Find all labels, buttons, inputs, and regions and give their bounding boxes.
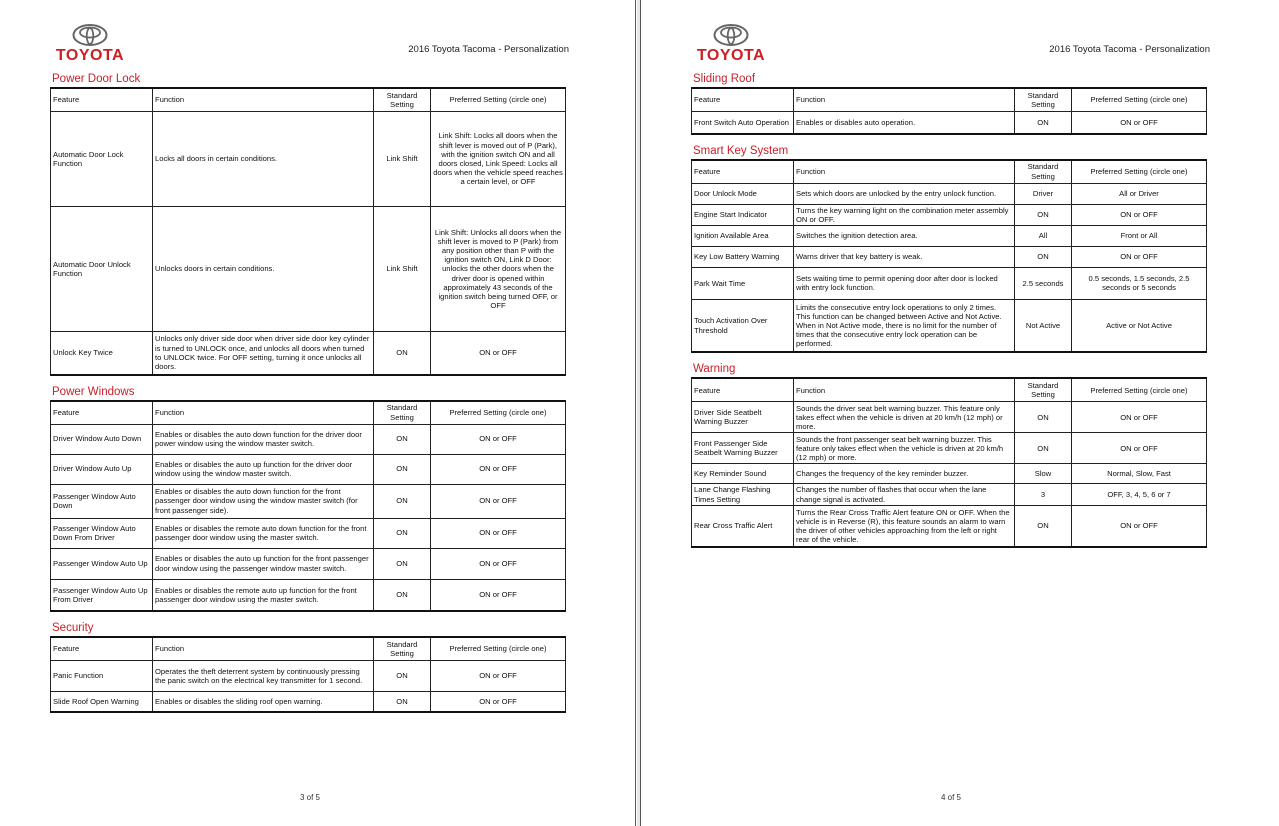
standard-setting-cell: ON — [374, 579, 431, 611]
table-power-windows — [50, 400, 566, 613]
preferred-setting-cell: ON or OFF — [431, 484, 566, 518]
toyota-emblem-icon — [713, 24, 749, 46]
table-row — [692, 112, 1207, 134]
header-standard-setting: Standard Setting — [374, 637, 431, 661]
function-cell: Turns the Rear Cross Traffic Alert feature ON or OFF. When the vehicle is in Reverse (R), this feature sounds an alarm to warn the driver of other vehicles approaching from the left or right rear of the vehicle. — [794, 505, 1015, 547]
header-function: Function — [153, 401, 374, 425]
header-preferred-setting: Preferred Setting (circle one) — [1072, 160, 1207, 184]
preferred-setting-cell: ON or OFF — [431, 692, 566, 712]
function-cell: Enables or disables the auto up function for the driver door window using the window master switch. — [153, 454, 374, 484]
header-standard-setting: Standard Setting — [1015, 88, 1072, 112]
function-cell: Locks all doors in certain conditions. — [153, 112, 374, 207]
feature-cell: Park Wait Time — [692, 267, 794, 299]
toyota-logo — [693, 24, 769, 64]
function-cell: Enables or disables auto operation. — [794, 112, 1015, 134]
standard-setting-cell: Driver — [1015, 183, 1072, 204]
left-page-content — [50, 72, 565, 722]
table-row — [51, 692, 566, 712]
preferred-setting-cell: Front or All — [1072, 225, 1207, 246]
function-cell: Enables or disables the auto down function for the driver door power window using the window master switch. — [153, 424, 374, 454]
table-header-row — [692, 160, 1207, 184]
header-function: Function — [794, 378, 1015, 402]
table-row — [51, 424, 566, 454]
section-title-security: Security — [52, 622, 94, 634]
section-title-warning: Warning — [693, 363, 736, 376]
preferred-setting-cell: Link Shift: Unlocks all doors when the shift lever is moved to P (Park) from any position other than P with the ignition switch ON, Link D Door: unlocks the other doors when the driver door is opened within approximately 43 seconds of the ignition switch being turned OFF, or OFF — [431, 207, 566, 332]
standard-setting-cell: ON — [374, 661, 431, 692]
preferred-setting-cell: ON or OFF — [431, 518, 566, 548]
table-row — [692, 246, 1207, 267]
function-cell: Unlocks doors in certain conditions. — [153, 207, 374, 332]
preferred-setting-cell: ON or OFF — [1072, 433, 1207, 464]
toyota-logo — [52, 24, 128, 64]
table-row — [51, 454, 566, 484]
toyota-emblem-icon — [72, 24, 108, 46]
table-smart-key-system — [691, 159, 1207, 354]
table-row — [692, 183, 1207, 204]
preferred-setting-cell: Link Shift: Locks all doors when the shift lever is moved out of P (Park), with the ignition switch ON and all doors closed, Link Speed: Locks all doors when the vehicle speed reaches a certain level, or OFF — [431, 112, 566, 207]
feature-cell: Automatic Door Unlock Function — [51, 207, 153, 332]
table-power-door-lock — [50, 87, 566, 376]
standard-setting-cell: ON — [1015, 505, 1072, 547]
table-row — [51, 548, 566, 579]
preferred-setting-cell: Normal, Slow, Fast — [1072, 464, 1207, 484]
table-row — [692, 505, 1207, 547]
document-page-3 — [0, 0, 636, 826]
section-title-sliding-roof: Sliding Roof — [693, 73, 756, 85]
function-cell: Enables or disables the auto up function for the front passenger door window using the passenger window master switch. — [153, 548, 374, 579]
standard-setting-cell: ON — [374, 518, 431, 548]
table-row — [51, 207, 566, 332]
table-row — [692, 433, 1207, 464]
feature-cell: Front Passenger Side Seatbelt Warning Buzzer — [692, 433, 794, 464]
table-security — [50, 636, 566, 713]
table-row — [51, 661, 566, 692]
header-preferred-setting: Preferred Setting (circle one) — [1072, 88, 1207, 112]
function-cell: Operates the theft deterrent system by continuously pressing the panic switch on the electrical key transmitter for 1 second. — [153, 661, 374, 692]
header-feature: Feature — [51, 88, 153, 112]
preferred-setting-cell: ON or OFF — [431, 424, 566, 454]
preferred-setting-cell: ON or OFF — [431, 579, 566, 611]
standard-setting-cell: ON — [374, 484, 431, 518]
function-cell: Sounds the front passenger seat belt warning buzzer. This feature only takes effect when the vehicle is driven at 20 km/h (12 mph) or more. — [794, 433, 1015, 464]
function-cell: Switches the ignition detection area. — [794, 225, 1015, 246]
table-row — [692, 225, 1207, 246]
table-row — [692, 204, 1207, 225]
feature-cell: Front Switch Auto Operation — [692, 112, 794, 134]
table-row — [692, 299, 1207, 352]
section-title-power-door-lock: Power Door Lock — [52, 73, 141, 85]
standard-setting-cell: 2.5 seconds — [1015, 267, 1072, 299]
preferred-setting-cell: ON or OFF — [431, 332, 566, 375]
preferred-setting-cell: ON or OFF — [431, 661, 566, 692]
header-preferred-setting: Preferred Setting (circle one) — [431, 401, 566, 425]
feature-cell: Touch Activation Over Threshold — [692, 299, 794, 352]
header-standard-setting: Standard Setting — [1015, 378, 1072, 402]
function-cell: Sounds the driver seat belt warning buzzer. This feature only takes effect when the vehicle is driven at 20 km/h (12 mph) or more. — [794, 402, 1015, 433]
function-cell: Sets waiting time to permit opening door after door is locked with entry lock function. — [794, 267, 1015, 299]
preferred-setting-cell: ON or OFF — [1072, 112, 1207, 134]
standard-setting-cell: ON — [1015, 433, 1072, 464]
preferred-setting-cell: ON or OFF — [431, 454, 566, 484]
feature-cell: Slide Roof Open Warning — [51, 692, 153, 712]
page-number: 4 of 5 — [940, 793, 961, 802]
table-row — [51, 484, 566, 518]
standard-setting-cell: ON — [374, 332, 431, 375]
function-cell: Warns driver that key battery is weak. — [794, 246, 1015, 267]
header-standard-setting: Standard Setting — [374, 88, 431, 112]
feature-cell: Automatic Door Lock Function — [51, 112, 153, 207]
table-sliding-roof — [691, 87, 1207, 135]
brand-name: TOYOTA — [55, 47, 125, 64]
standard-setting-cell: 3 — [1015, 484, 1072, 505]
feature-cell: Passenger Window Auto Down — [51, 484, 153, 518]
feature-cell: Panic Function — [51, 661, 153, 692]
table-warning — [691, 377, 1207, 548]
table-row — [692, 402, 1207, 433]
preferred-setting-cell: ON or OFF — [431, 548, 566, 579]
feature-cell: Engine Start Indicator — [692, 204, 794, 225]
table-row — [51, 518, 566, 548]
standard-setting-cell: All — [1015, 225, 1072, 246]
table-row — [692, 484, 1207, 505]
table-header-row — [51, 637, 566, 661]
preferred-setting-cell: OFF, 3, 4, 5, 6 or 7 — [1072, 484, 1207, 505]
feature-cell: Ignition Available Area — [692, 225, 794, 246]
feature-cell: Passenger Window Auto Up — [51, 548, 153, 579]
table-row — [51, 332, 566, 375]
feature-cell: Driver Window Auto Up — [51, 454, 153, 484]
header-standard-setting: Standard Setting — [374, 401, 431, 425]
feature-cell: Key Reminder Sound — [692, 464, 794, 484]
standard-setting-cell: Link Shift — [374, 207, 431, 332]
header-feature: Feature — [692, 160, 794, 184]
table-row — [692, 464, 1207, 484]
standard-setting-cell: ON — [1015, 246, 1072, 267]
preferred-setting-cell: ON or OFF — [1072, 246, 1207, 267]
header-preferred-setting: Preferred Setting (circle one) — [431, 88, 566, 112]
header-feature: Feature — [51, 637, 153, 661]
standard-setting-cell: ON — [1015, 402, 1072, 433]
standard-setting-cell: Not Active — [1015, 299, 1072, 352]
preferred-setting-cell: ON or OFF — [1072, 505, 1207, 547]
table-header-row — [692, 88, 1207, 112]
preferred-setting-cell: Active or Not Active — [1072, 299, 1207, 352]
standard-setting-cell: ON — [374, 424, 431, 454]
table-row — [51, 579, 566, 611]
standard-setting-cell: Slow — [1015, 464, 1072, 484]
header-feature: Feature — [51, 401, 153, 425]
standard-setting-cell: ON — [374, 692, 431, 712]
function-cell: Limits the consecutive entry lock operations to only 2 times. This function can be changed between Active and Not Active. When in Not Active mode, there is no limit for the number of times that the consecutive entry lock operation can be performed. — [794, 299, 1015, 352]
feature-cell: Door Unlock Mode — [692, 183, 794, 204]
right-page-content — [691, 72, 1206, 557]
table-header-row — [692, 378, 1207, 402]
feature-cell: Driver Window Auto Down — [51, 424, 153, 454]
section-title-power-windows: Power Windows — [52, 385, 135, 398]
feature-cell: Key Low Battery Warning — [692, 246, 794, 267]
feature-cell: Lane Change Flashing Times Setting — [692, 484, 794, 505]
function-cell: Turns the key warning light on the combination meter assembly ON or OFF. — [794, 204, 1015, 225]
preferred-setting-cell: 0.5 seconds, 1.5 seconds, 2.5 seconds or 5 seconds — [1072, 267, 1207, 299]
function-cell: Changes the frequency of the key reminder buzzer. — [794, 464, 1015, 484]
header-preferred-setting: Preferred Setting (circle one) — [1072, 378, 1207, 402]
preferred-setting-cell: ON or OFF — [1072, 204, 1207, 225]
header-feature: Feature — [692, 378, 794, 402]
header-preferred-setting: Preferred Setting (circle one) — [431, 637, 566, 661]
standard-setting-cell: ON — [1015, 204, 1072, 225]
function-cell: Sets which doors are unlocked by the entry unlock function. — [794, 183, 1015, 204]
document-page-4 — [640, 0, 1276, 826]
function-cell: Enables or disables the auto down function for the front passenger door window using the window master switch (for front passenger side). — [153, 484, 374, 518]
document-title: 2016 Toyota Tacoma - Personalization — [1049, 44, 1210, 55]
standard-setting-cell: ON — [374, 454, 431, 484]
function-cell: Unlocks only driver side door when driver side door key cylinder is turned to UNLOCK once, and unlocks all doors when turned to UNLOCK twice. For OFF setting, turning it once unlocks all doors. — [153, 332, 374, 375]
table-header-row — [51, 88, 566, 112]
standard-setting-cell: ON — [1015, 112, 1072, 134]
preferred-setting-cell: All or Driver — [1072, 183, 1207, 204]
table-row — [51, 112, 566, 207]
feature-cell: Driver Side Seatbelt Warning Buzzer — [692, 402, 794, 433]
header-function: Function — [153, 88, 374, 112]
section-title-smart-key-system: Smart Key System — [693, 144, 789, 157]
document-title: 2016 Toyota Tacoma - Personalization — [408, 44, 569, 55]
header-function: Function — [794, 160, 1015, 184]
feature-cell: Passenger Window Auto Down From Driver — [51, 518, 153, 548]
preferred-setting-cell: ON or OFF — [1072, 402, 1207, 433]
table-header-row — [51, 401, 566, 425]
function-cell: Enables or disables the sliding roof open warning. — [153, 692, 374, 712]
function-cell: Changes the number of flashes that occur when the lane change signal is activated. — [794, 484, 1015, 505]
table-row — [692, 267, 1207, 299]
feature-cell: Unlock Key Twice — [51, 332, 153, 375]
header-function: Function — [153, 637, 374, 661]
function-cell: Enables or disables the remote auto down function for the front passenger door window using the master switch. — [153, 518, 374, 548]
header-feature: Feature — [692, 88, 794, 112]
page-number: 3 of 5 — [299, 793, 320, 802]
function-cell: Enables or disables the remote auto up function for the front passenger door window using the master switch. — [153, 579, 374, 611]
feature-cell: Passenger Window Auto Up From Driver — [51, 579, 153, 611]
feature-cell: Rear Cross Traffic Alert — [692, 505, 794, 547]
brand-name: TOYOTA — [696, 47, 766, 64]
header-function: Function — [794, 88, 1015, 112]
header-standard-setting: Standard Setting — [1015, 160, 1072, 184]
standard-setting-cell: Link Shift — [374, 112, 431, 207]
standard-setting-cell: ON — [374, 548, 431, 579]
